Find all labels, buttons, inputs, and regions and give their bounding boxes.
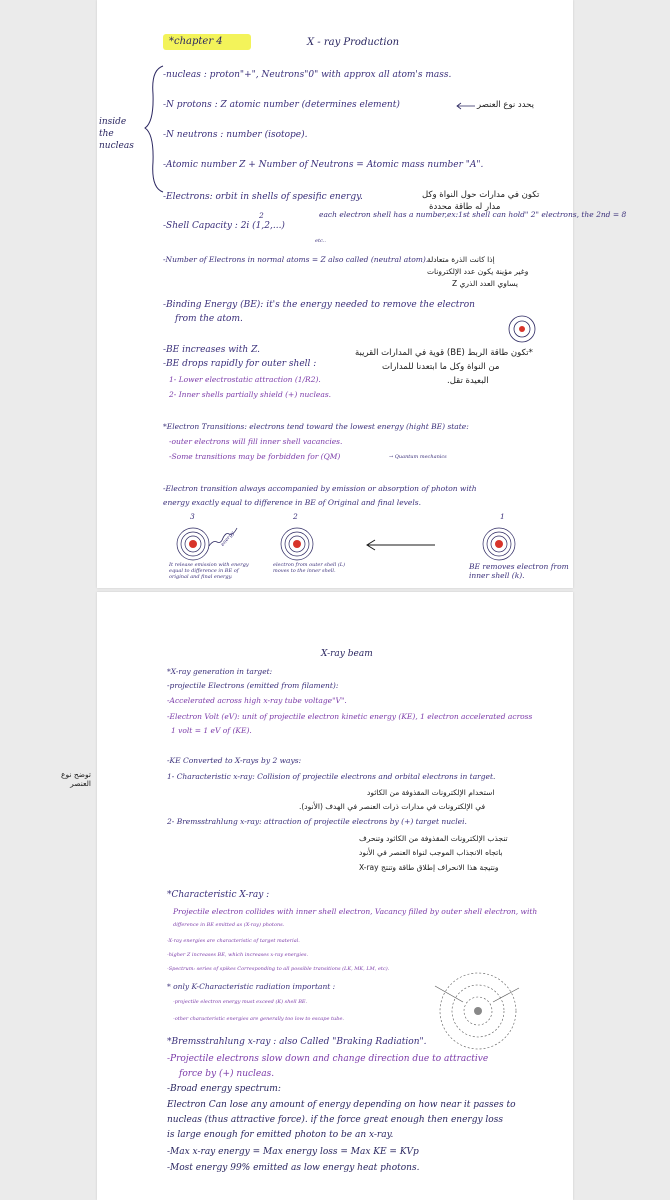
arabic-be-3: البعيدة تقل. [447,376,489,386]
arabic-orbit-2: مدار له طاقة محددة [429,202,501,212]
transitions-b: -Some transitions may be forbidden for (QM) [169,452,341,461]
shell-capacity-exponent: 2 [259,211,264,220]
characteristic-atom-diagram-icon [433,966,523,1056]
arabic-brems-2: باتجاه الانجذاب الموجب لنواة العنصر في الأنود [359,848,503,857]
be-increases-line: -BE increases with Z. [163,345,261,355]
electrons-line: -Electrons: orbit in shells of spesific energy. [163,192,363,202]
photon-line-1: -Electron transition always accompanied by emission or absorption of photon with [163,484,477,493]
k-bullet-2: -other characteristic energies are generally too low to escape tube. [173,1016,344,1022]
shell-capacity-line: -Shell Capacity : 2i (1,2,...) [163,221,285,231]
char-title: *Characteristic X-ray : [167,890,270,900]
electron-volt-line-2: 1 volt = 1 eV of (KE). [171,726,252,735]
xray-generation-line: *X-ray generation in target: [167,667,273,676]
diagram-number-1: 1 [500,512,505,521]
arabic-brems-1: تنجذب الإلكترونات المقذوفة من الكاثود وتنحرف [359,834,508,843]
neutrons-line: -N neutrons : number (isotope). [163,130,308,140]
diagram-caption-2: electron from outer shell (L) moves to the inner shell. [273,562,346,574]
shell-capacity-etc: etc.. [315,238,326,244]
arabic-element-note: يحدد نوع العنصر [477,100,535,110]
page-title: X - ray Production [307,37,400,48]
arabic-characteristic-2: في الإلكترونات في مدارات ذرات العنصر في الهدف (الأنود). [299,802,486,811]
projectile-electrons-line: -projectile Electrons (emitted from filament): [167,681,339,690]
brems-bullet-2: -Broad energy spectrum: [167,1084,281,1094]
char-line-1: Projectile electron collides with inner shell electron, Vacancy filled by outer shell electron, with [173,907,538,916]
atom-diagram-3-icon [175,526,211,562]
brems-bullet-1b: force by (+) nucleas. [179,1069,275,1079]
brems-line: 2- Bremsstrahlung x-ray: attraction of projectile electrons by (+) target nuclei. [167,817,467,826]
arabic-brems-3: ونتيجة هذا الانحراف إطلاق طاقة وتنتج X-ray [359,863,499,872]
arabic-neutral-3: يساوي العدد الذري Z [452,279,518,288]
arabic-neutral-2: وغير مؤينة يكون عدد الإلكترونات [427,267,529,276]
char-bullet-2: -higher Z increases BE, which increases x-ray energies. [167,952,309,958]
atomic-mass-line: -Atomic number Z + Number of Neutrons = Atomic mass number "A". [163,160,484,170]
brems-bullet-1: -Projectile electrons slow down and change direction due to attractive [167,1054,489,1064]
chapter-label: *chapter 4 [169,36,223,47]
brems-paragraph-2: nucleas (thus attractive force). if the force great enough then energy loss [167,1115,503,1125]
accelerated-line: -Accelerated across high x-ray tube voltage"V". [167,696,347,705]
k-only-line: * only K-Characteristic radiation important : [167,982,336,991]
brems-paragraph-3: is large enough for emitted photon to be an x-ray. [167,1130,394,1140]
diagram-number-2: 2 [293,512,298,521]
diagram-caption-3: It release emission with energy equal to difference in BE of original and final energy. [169,562,249,580]
diagram-caption-1: BE removes electron from inner shell (k). [469,562,569,580]
ke-converted-line: -KE Converted to X-rays by 2 ways: [167,756,302,765]
protons-line: -N protons : Z atomic number (determines element) [163,100,400,110]
energy-label: energy [219,530,236,548]
transitions-a: -outer electrons will fill inner shell vacancies. [169,437,343,446]
char-line-2: difference in BE emitted as (X-ray) photons. [173,922,285,928]
transitions-b-note: → Quantum mechanics [389,454,447,460]
page-title-xray-beam: X-ray beam [321,649,373,659]
atom-icon [507,314,537,344]
characteristic-line: 1- Characteristic x-ray: Collision of projectile electrons and orbital electrons in target. [167,772,496,781]
binding-energy-line-1: -Binding Energy (BE): it's the energy needed to remove the electron [163,300,475,310]
notes-page-2 [61,592,573,1200]
brems-title: *Bremsstrahlung x-ray : also Called "Braking Radiation". [167,1037,427,1047]
arrow-icon [455,102,477,110]
electron-volt-line: -Electron Volt (eV): unit of projectile electron kinetic energy (KE), 1 electron accelerated across [167,712,533,721]
be-reason-1: 1- Lower electrostatic attraction (1/R2). [169,375,321,384]
max-energy-line: -Max x-ray energy = Max energy loss = Max KE = KVp [167,1147,419,1157]
arabic-be-2: من النواة وكل ما ابتعدنا للمدارات [382,362,500,372]
nucleus-line: -nucleas : proton"+", Neutrons"0" with approx all atom's mass. [163,70,452,80]
notes-page-1 [97,0,627,588]
be-reason-2: 2- Inner shells partially shield (+) nucleas. [169,390,332,399]
photon-line-2: energy exactly equal to difference in BE of Original and final levels. [163,498,421,507]
arabic-characteristic-1: استخدام الإلكترونات المقذوفة من الكاثود [367,788,495,797]
brace-icon [145,64,165,194]
brems-paragraph-1: Electron Can lose any amount of energy depending on how near it passes to [167,1100,516,1110]
binding-energy-line-2: from the atom. [175,314,243,324]
transitions-line: *Electron Transitions: electrons tend toward the lowest energy (hight BE) state: [163,422,469,431]
shell-capacity-note: each electron shell has a number,ex:1st shell can hold" 2" electrons, the 2nd = 8 [319,210,627,219]
most-energy-line: -Most energy 99% emitted as low energy heat photons. [167,1163,420,1173]
diagram-number-3: 3 [190,512,195,521]
number-electrons-line: -Number of Electrons in normal atoms = Z also called (neutral atom). [163,255,429,264]
arabic-neutral-1: إذا كانت الذرة متعادلة [427,255,495,264]
char-bullet-3: -Spectrum: series of spikes Corresponding to all possible transitions (LK, MK, LM, etc). [167,966,390,972]
atom-diagram-2-icon [279,526,315,562]
long-arrow-icon [365,540,435,550]
k-bullet-1: -projectile electron energy must exceed (K) shell BE. [173,999,308,1005]
arabic-be-1: *تكون طاقة الربط (BE) قوية في المدارات القريبة [355,348,533,358]
atom-diagram-1-icon [481,526,517,562]
arabic-orbit-1: تكون في مدارات حول النواة وكل [422,190,540,200]
margin-inside-label: inside the nucleas [99,117,134,151]
be-drops-line: -BE drops rapidly for outer shell : [163,359,317,369]
arabic-margin-note: توضح نوع العنصر [61,770,91,788]
char-bullet-1: -X-ray energies are characteristic of target material. [167,938,300,944]
